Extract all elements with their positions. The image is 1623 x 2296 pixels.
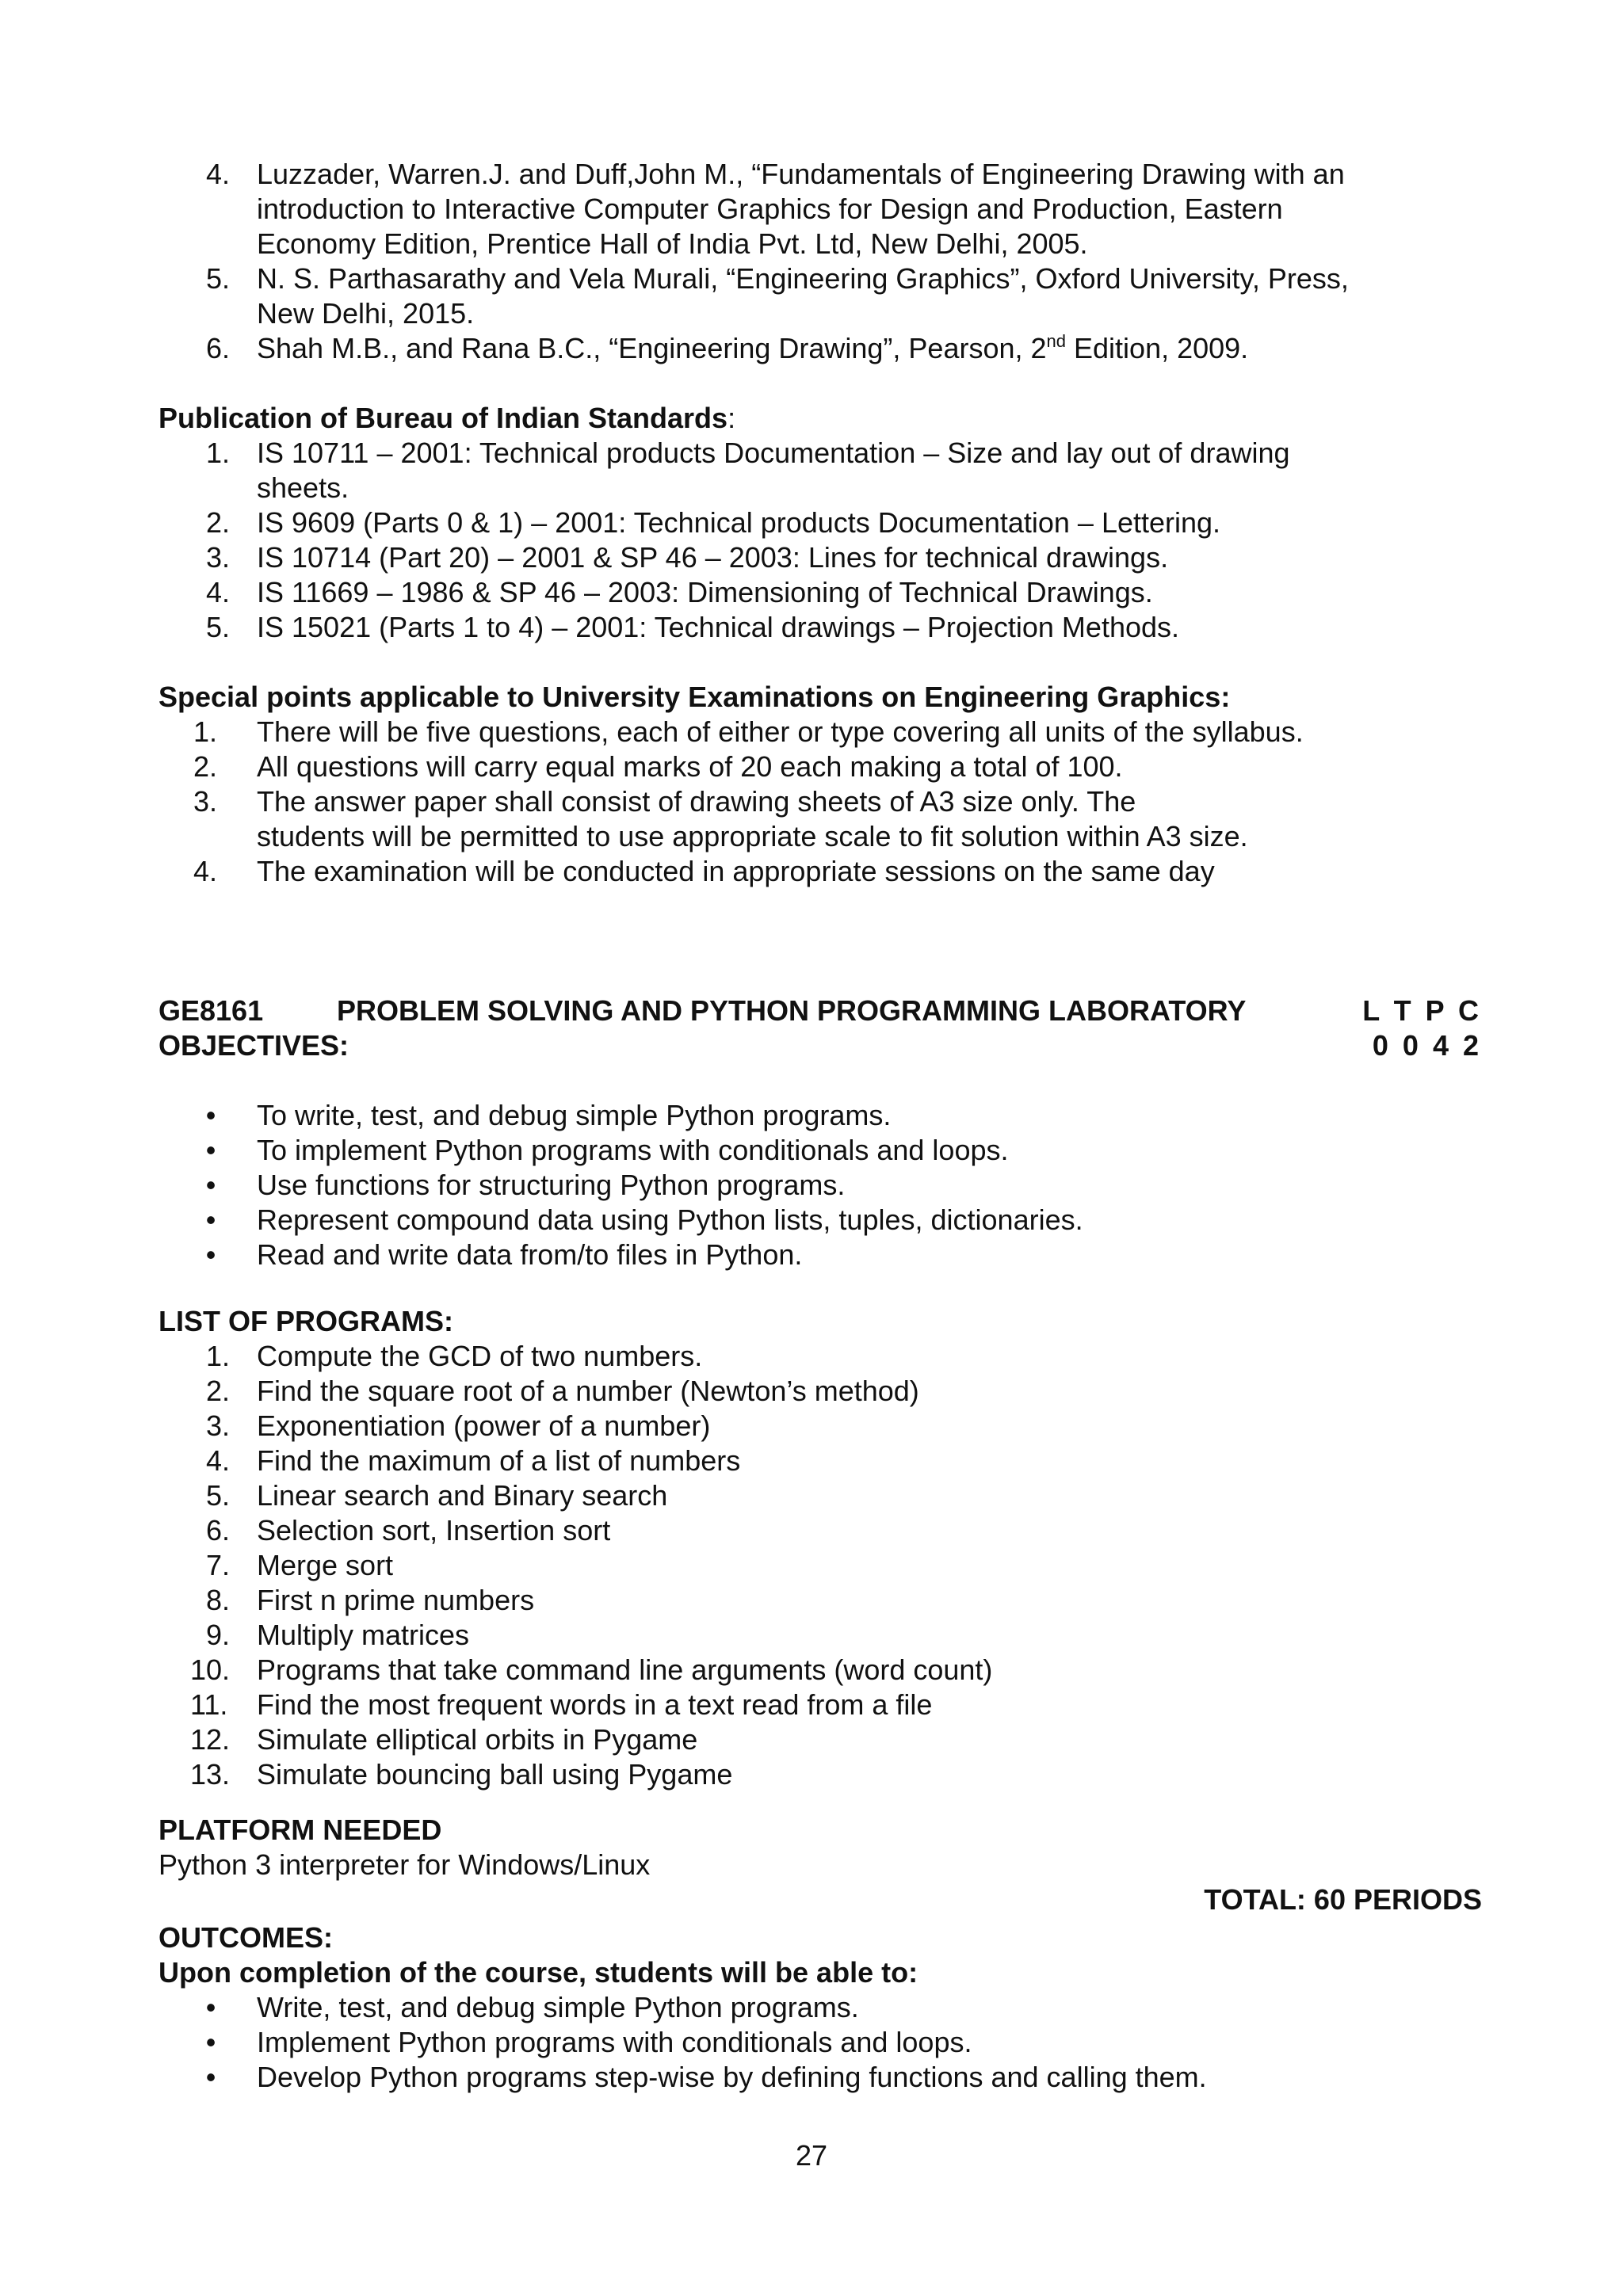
- ltpc-values: 0 0 4 2: [1372, 1029, 1482, 1062]
- list-item: 11. Find the most frequent words in a text read from a file: [190, 1688, 933, 1721]
- reference-list: [158, 157, 1482, 366]
- bullet-icon: •: [205, 2061, 216, 2093]
- list-item: • Read and write data from/to files in Python.: [158, 1238, 1482, 1272]
- bullet-icon: •: [205, 1238, 216, 1271]
- list-item: 4. Find the maximum of a list of numbers: [206, 1444, 741, 1477]
- section-heading: Special points applicable to University Examinations on Engineering Graphics:: [158, 681, 1231, 713]
- programs-section: [158, 1304, 1482, 1792]
- section-heading: LIST OF PROGRAMS:: [158, 1305, 453, 1337]
- list-item: 5. IS 15021 (Parts 1 to 4) – 2001: Technical drawings – Projection Methods.: [206, 611, 1180, 643]
- list-item-continuation: New Delhi, 2015.: [257, 297, 475, 330]
- list-item: 9. Multiply matrices: [206, 1619, 470, 1651]
- list-item: 13. Simulate bouncing ball using Pygame: [190, 1758, 733, 1791]
- bullet-icon: •: [205, 1203, 216, 1236]
- list-item: 4. IS 11669 – 1986 & SP 46 – 2003: Dimensioning of Technical Drawings.: [206, 576, 1153, 608]
- list-item: 7. Merge sort: [206, 1549, 394, 1581]
- list-item: 3. Exponentiation (power of a number): [206, 1409, 711, 1442]
- list-item: 4. Luzzader, Warren.J. and Duff,John M., “Fundamentals of Engineering Drawing with an: [206, 158, 1345, 190]
- page-number: 27: [795, 2139, 828, 2172]
- list-item-continuation: sheets.: [257, 471, 349, 504]
- section-heading: Publication of Bureau of Indian Standards:: [158, 402, 736, 434]
- section-heading: OUTCOMES:: [158, 1921, 333, 1954]
- section-heading: PLATFORM NEEDED: [158, 1814, 442, 1846]
- platform-text: Python 3 interpreter for Windows/Linux: [158, 1848, 651, 1881]
- list-item: 8. First n prime numbers: [206, 1584, 535, 1616]
- list-item: 5. Linear search and Binary search: [206, 1479, 668, 1512]
- list-item: 3. The answer paper shall consist of drawing sheets of A3 size only. The: [193, 785, 1136, 818]
- bullet-icon: •: [205, 1991, 216, 2023]
- bullet-icon: •: [205, 1099, 216, 1131]
- platform-section: [158, 1813, 1482, 1917]
- list-item: 1. IS 10711 – 2001: Technical products Documentation – Size and lay out of drawing: [206, 437, 1290, 469]
- list-item-continuation: introduction to Interactive Computer Graphics for Design and Production, Eastern: [257, 193, 1283, 225]
- total-periods: TOTAL: 60 PERIODS: [1204, 1883, 1482, 1916]
- ltpc-label: L T P C: [1362, 994, 1482, 1027]
- bullet-icon: •: [205, 1169, 216, 1201]
- course-credits-row: [158, 1028, 1482, 1063]
- list-item: • Write, test, and debug simple Python programs.: [158, 1990, 1482, 2025]
- list-item: 5. N. S. Parthasarathy and Vela Murali, “Engineering Graphics”, Oxford University, Press,: [206, 262, 1349, 295]
- objectives-list: [158, 1098, 1482, 1272]
- list-item-continuation: Economy Edition, Prentice Hall of India Pvt. Ltd, New Delhi, 2005.: [257, 227, 1088, 260]
- special-points-section: [158, 680, 1482, 889]
- list-item-continuation: students will be permitted to use appropriate scale to fit solution within A3 size.: [257, 820, 1248, 852]
- bis-section: [158, 401, 1482, 645]
- list-item: • Represent compound data using Python lists, tuples, dictionaries.: [158, 1203, 1482, 1238]
- list-item: 6. Shah M.B., and Rana B.C., “Engineering Drawing”, Pearson, 2nd Edition, 2009.: [206, 331, 1249, 364]
- list-item: 4. The examination will be conducted in appropriate sessions on the same day: [193, 855, 1215, 887]
- list-item: • Use functions for structuring Python programs.: [158, 1168, 1482, 1203]
- section-subheading: Upon completion of the course, students will be able to:: [158, 1956, 918, 1989]
- list-item: 10. Programs that take command line arguments (word count): [190, 1653, 993, 1686]
- list-item: • To implement Python programs with conditionals and loops.: [158, 1133, 1482, 1168]
- list-item: 2. All questions will carry equal marks of 20 each making a total of 100.: [193, 750, 1123, 783]
- list-item: • Develop Python programs step-wise by defining functions and calling them.: [158, 2060, 1482, 2095]
- list-item: 1. Compute the GCD of two numbers.: [206, 1340, 703, 1372]
- course-code: GE8161: [158, 994, 264, 1027]
- bullet-icon: •: [205, 2026, 216, 2058]
- list-item: 6. Selection sort, Insertion sort: [206, 1514, 611, 1547]
- list-item: • To write, test, and debug simple Python programs.: [158, 1098, 1482, 1133]
- list-item: 1. There will be five questions, each of either or type covering all units of the syllabus.: [193, 715, 1304, 748]
- bullet-icon: •: [205, 1134, 216, 1166]
- list-item: 2. Find the square root of a number (Newton’s method): [206, 1375, 919, 1407]
- course-header: [158, 994, 1482, 1028]
- course-title: PROBLEM SOLVING AND PYTHON PROGRAMMING LABORATORY: [337, 994, 1247, 1027]
- list-item: • Implement Python programs with conditionals and loops.: [158, 2025, 1482, 2060]
- list-item: 12. Simulate elliptical orbits in Pygame: [190, 1723, 698, 1756]
- outcomes-section: [158, 1920, 1482, 2095]
- list-item: 3. IS 10714 (Part 20) – 2001 & SP 46 – 2003: Lines for technical drawings.: [206, 541, 1169, 574]
- objectives-heading: OBJECTIVES:: [158, 1029, 349, 1062]
- list-item: 2. IS 9609 (Parts 0 & 1) – 2001: Technical products Documentation – Lettering.: [206, 506, 1221, 539]
- total-periods-row: [158, 1882, 1482, 1917]
